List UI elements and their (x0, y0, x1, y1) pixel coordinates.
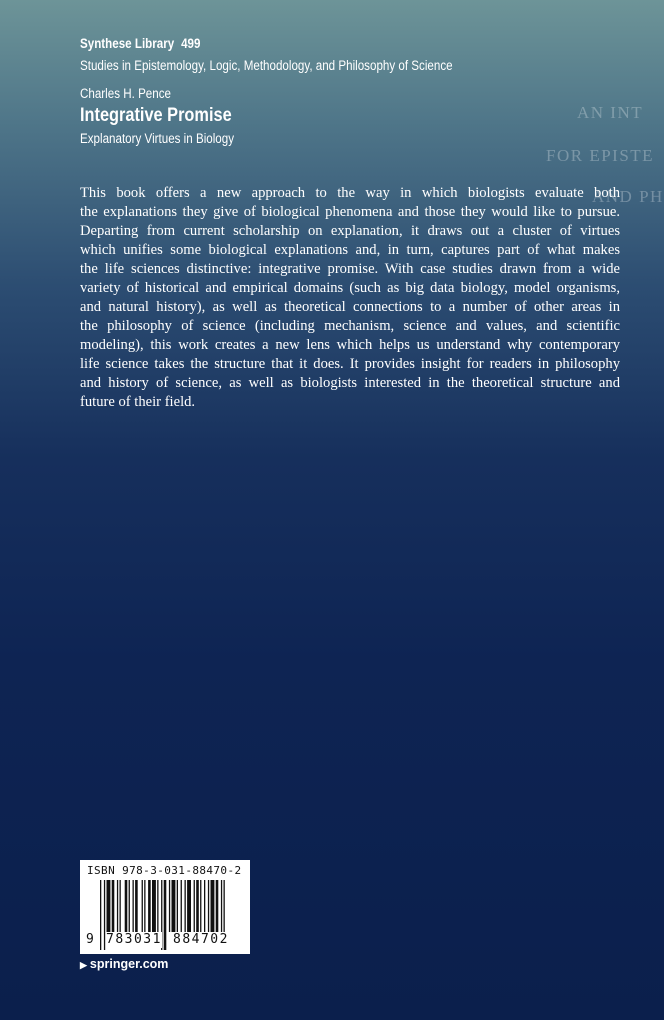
barcode-bar (208, 880, 209, 932)
blurb-line: variety of historical and empirical domains (such as big data biology, model organisms, (80, 280, 620, 296)
barcode-bar (181, 880, 182, 932)
barcode-bar (117, 880, 118, 932)
series-subtitle: Studies in Epistemology, Logic, Methodology, and Philosophy of Science (80, 58, 453, 73)
ean-first-digit: 9 (86, 932, 94, 947)
barcode-bar (194, 880, 195, 932)
barcode-bar (120, 880, 121, 932)
ean-left-digits: 783031 (106, 932, 162, 947)
springer-link[interactable] (80, 957, 168, 971)
barcode-bar (157, 880, 158, 932)
barcode-bar (169, 880, 170, 932)
barcode-bar (129, 880, 130, 932)
barcode-bar (152, 880, 156, 932)
barcode-bar (172, 880, 176, 932)
barcode-bar (177, 880, 178, 932)
barcode-bar (196, 880, 199, 932)
book-subtitle: Explanatory Virtues in Biology (80, 131, 235, 146)
barcode-bar (100, 880, 101, 950)
isbn-label: ISBN 978-3-031-88470-2 (87, 864, 242, 877)
barcode-bar (200, 880, 201, 932)
barcode-bar (185, 880, 186, 932)
barcode-bar (164, 880, 167, 950)
background-text: FOR EPISTE (546, 146, 655, 165)
springer-link-text[interactable]: springer.com (89, 957, 169, 971)
blurb-line: Departing from current scholarship on explanation, it draws out a cluster of virtues (80, 223, 620, 239)
barcode-bar (221, 880, 222, 932)
book-title: Integrative Promise (80, 105, 232, 126)
background-text: AND PH (592, 187, 664, 206)
barcode-bar (112, 880, 115, 932)
blurb-line: life science takes the structure that it does. It provides insight for readers in philosophy (80, 356, 620, 372)
barcode-bar (125, 880, 128, 932)
blurb-line: the explanations they give of biological phenomena and those they would like to pursue. (80, 204, 620, 220)
barcode-bar (142, 880, 143, 932)
barcode-bar (144, 880, 145, 932)
blurb (80, 184, 620, 412)
series-name: Synthese Library (80, 36, 175, 51)
isbn-barcode (80, 860, 250, 954)
blurb-line: and natural history), as well as theoretical connections to a number of other areas in (80, 299, 620, 315)
barcode-bar (107, 880, 111, 932)
blurb-line: which unifies some biological explanations and, in turn, captures part of what makes (80, 242, 620, 258)
barcode-bar (211, 880, 215, 932)
author: Charles H. Pence (80, 86, 171, 101)
barcode-bar (187, 880, 191, 932)
barcode-bar (204, 880, 205, 932)
barcode-bar (135, 880, 138, 932)
background-text: AN INT (577, 103, 644, 122)
barcode-bar (148, 880, 151, 932)
ean-right-digits: 884702 (173, 932, 229, 947)
barcode-bar (224, 880, 225, 932)
barcode-bar (104, 880, 105, 950)
blurb-line: This book offers a new approach to the way in which biologists evaluate both (80, 185, 620, 201)
blurb-line: the philosophy of science (including mechanism, science and values, and scientific (80, 318, 620, 334)
barcode-bar (216, 880, 219, 932)
series-number: 499 (181, 36, 201, 51)
blurb-line: and history of science, as well as biologists interested in the theoretical structure and (80, 375, 620, 391)
series-line (80, 36, 200, 51)
blurb-line: the life sciences distinctive: integrative promise. With case studies drawn from a wide (80, 261, 620, 277)
blurb-line: future of their field. (80, 394, 196, 410)
blurb-line: modeling), this work creates a new lens which helps us understand why contemporary (80, 337, 620, 353)
barcode-bar (133, 880, 134, 932)
arrow-icon: ▶ (80, 960, 87, 970)
